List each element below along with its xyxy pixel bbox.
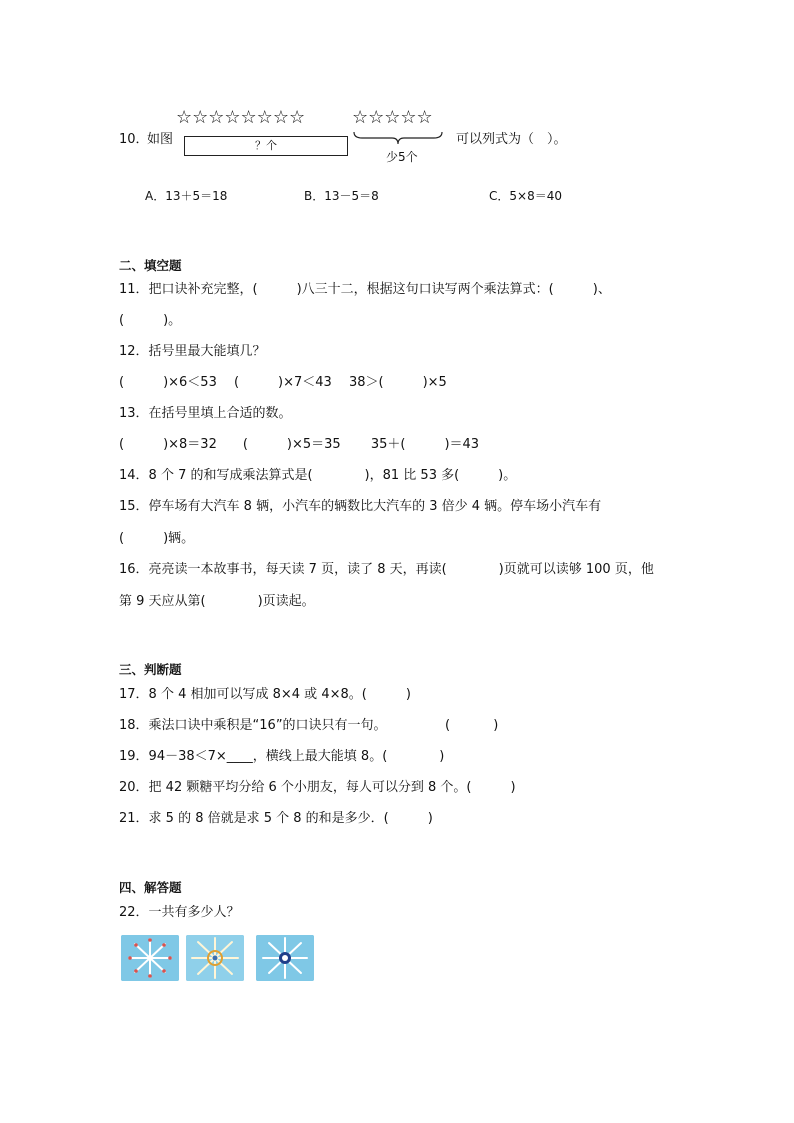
q16-line2: 第 9 天应从第( )页读起。: [119, 594, 315, 609]
q22-line1: 22．一共有多少人？: [119, 905, 240, 920]
swimmers-formation-icon: [186, 935, 244, 981]
q19-line1: 19．94－38＜7×____，横线上最大能填 8。( ): [119, 749, 445, 764]
q10-unknown-box: [184, 136, 348, 156]
q10-brace-label: 少5个: [386, 150, 418, 164]
q10-suffix: 可以列式为（ ）。: [456, 132, 567, 147]
swimmers-formation-icon: [121, 935, 179, 981]
q22-picture-1: [121, 935, 179, 981]
q10-box-label: ？个: [255, 139, 277, 152]
q12-line2: ( )×6＜53 ( )×7＜43 38＞( )×5: [119, 375, 447, 390]
q17-line1: 17．8 个 4 相加可以写成 8×4 或 4×8。( ): [119, 687, 411, 702]
q16-line1: 16．亮亮读一本故事书，每天读 7 页，读了 8 天，再读( )页就可以读够 100 页，他: [119, 562, 654, 577]
q18-line1: 18．乘法口诀中乘积是“16”的口诀只有一句。 ( ): [119, 718, 499, 733]
swimmers-formation-icon: [256, 935, 314, 981]
q20-line1: 20．把 42 颗糖平均分给 6 个小朋友，每人可以分到 8 个。( ): [119, 780, 516, 795]
option-text: 5×8＝40: [509, 189, 562, 203]
q12-line1: 12．括号里最大能填几？: [119, 344, 266, 359]
q10-stars-first: ☆☆☆☆☆☆☆☆: [176, 107, 306, 128]
q10-number: 10．: [119, 132, 149, 147]
section-title-fill-in: 二、填空题: [119, 258, 182, 273]
section-title-answer: 四、解答题: [119, 880, 182, 895]
q22-picture-3: [256, 935, 314, 981]
q10-prefix: 如图: [147, 132, 174, 147]
q15-line1: 15．停车场有大汽车 8 辆，小汽车的辆数比大汽车的 3 倍少 4 辆。停车场小汽车有: [119, 499, 602, 514]
section-title-judgement: 三、判断题: [119, 662, 182, 677]
q14-line1: 14．8 个 7 的和写成乘法算式是( )，81 比 53 多( )。: [119, 468, 517, 483]
q13-line1: 13．在括号里填上合适的数。: [119, 406, 292, 421]
q10-brace-icon: [352, 130, 444, 146]
option-label: C．: [489, 189, 510, 203]
q10-option-a[interactable]: [145, 187, 227, 204]
option-label: A．: [145, 189, 166, 203]
q21-line1: 21．求 5 的 8 倍就是求 5 个 8 的和是多少．( ): [119, 811, 433, 826]
q11-line2: ( )。: [119, 313, 182, 328]
q10-option-b[interactable]: [304, 187, 379, 204]
option-label: B．: [304, 189, 325, 203]
option-text: 13＋5＝18: [165, 189, 228, 203]
q11-line1: 11．把口诀补充完整，( )八三十二，根据这句口诀写两个乘法算式：( )、: [119, 282, 611, 297]
q10-option-c[interactable]: [489, 187, 562, 204]
option-text: 13－5＝8: [324, 189, 379, 203]
q22-picture-2: [186, 935, 244, 981]
q15-line2: ( )辆。: [119, 531, 195, 546]
q10-stars-second: ☆☆☆☆☆: [352, 107, 433, 128]
q13-line2: ( )×8＝32 ( )×5＝35 35＋( )＝43: [119, 437, 480, 452]
